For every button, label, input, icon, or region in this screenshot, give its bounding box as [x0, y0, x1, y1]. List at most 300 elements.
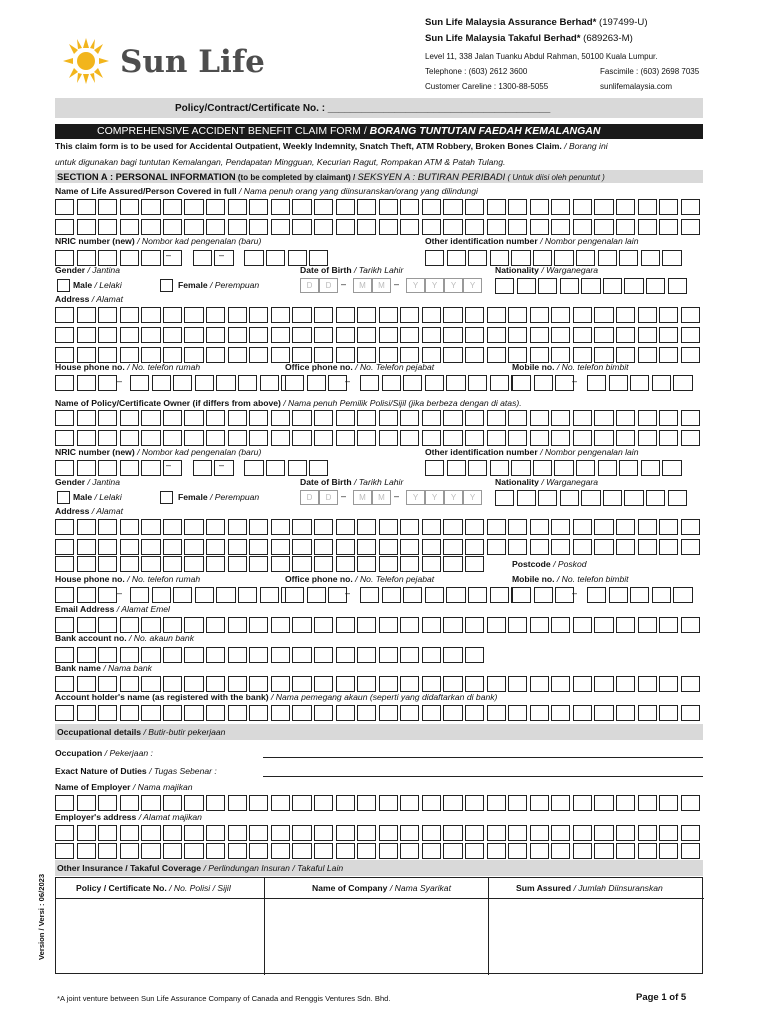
char-box[interactable]	[443, 539, 462, 555]
char-box[interactable]	[98, 347, 117, 363]
char-box[interactable]	[379, 199, 398, 215]
char-box[interactable]	[184, 430, 203, 446]
char-box[interactable]	[659, 539, 678, 555]
char-box[interactable]	[508, 617, 527, 633]
char-box[interactable]	[357, 307, 376, 323]
char-box[interactable]	[336, 430, 355, 446]
char-box[interactable]	[487, 307, 506, 323]
char-box[interactable]	[120, 825, 139, 841]
char-box[interactable]	[659, 843, 678, 859]
char-box[interactable]	[271, 539, 290, 555]
char-box[interactable]	[443, 430, 462, 446]
char-box[interactable]	[55, 825, 74, 841]
char-box[interactable]	[400, 199, 419, 215]
char-box[interactable]	[285, 587, 304, 603]
char-box[interactable]	[616, 410, 635, 426]
char-box[interactable]	[141, 199, 160, 215]
char-box[interactable]	[573, 705, 592, 721]
char-box[interactable]	[206, 705, 225, 721]
char-box[interactable]	[292, 307, 311, 323]
char-box[interactable]	[163, 410, 182, 426]
owner-female-checkbox[interactable]	[160, 491, 173, 504]
char-box[interactable]	[77, 519, 96, 535]
char-box[interactable]	[400, 219, 419, 235]
char-box[interactable]	[379, 519, 398, 535]
char-box[interactable]	[594, 676, 613, 692]
char-box[interactable]	[422, 795, 441, 811]
char-box[interactable]	[379, 825, 398, 841]
char-box[interactable]	[533, 460, 552, 476]
char-box[interactable]	[98, 617, 117, 633]
char-box[interactable]	[400, 617, 419, 633]
char-box[interactable]	[141, 825, 160, 841]
char-box[interactable]	[443, 199, 462, 215]
char-box[interactable]	[551, 705, 570, 721]
char-box[interactable]	[292, 843, 311, 859]
char-box[interactable]	[314, 795, 333, 811]
char-box[interactable]	[193, 460, 212, 476]
char-box[interactable]	[495, 278, 514, 294]
char-box[interactable]	[594, 617, 613, 633]
char-box[interactable]	[652, 587, 671, 603]
char-box[interactable]	[551, 519, 570, 535]
char-box[interactable]	[624, 278, 643, 294]
char-box[interactable]	[681, 825, 700, 841]
char-box[interactable]	[530, 539, 549, 555]
char-box[interactable]	[163, 647, 182, 663]
char-box[interactable]	[314, 327, 333, 343]
char-box[interactable]	[530, 617, 549, 633]
char-box[interactable]	[173, 587, 192, 603]
char-box[interactable]	[314, 410, 333, 426]
char-box[interactable]	[465, 347, 484, 363]
char-box[interactable]	[508, 519, 527, 535]
char-box[interactable]	[638, 795, 657, 811]
house-phone-boxes[interactable]	[55, 375, 303, 391]
char-box[interactable]	[573, 795, 592, 811]
char-box[interactable]	[141, 460, 160, 476]
owner-address-row-2[interactable]	[55, 539, 702, 555]
char-box[interactable]	[206, 539, 225, 555]
char-box[interactable]	[77, 705, 96, 721]
char-box[interactable]	[681, 705, 700, 721]
char-box[interactable]	[598, 250, 617, 266]
char-box[interactable]	[141, 705, 160, 721]
occupation-field[interactable]	[263, 757, 703, 758]
char-box[interactable]	[77, 795, 96, 811]
address-row-3[interactable]	[55, 347, 702, 363]
char-box[interactable]	[681, 843, 700, 859]
char-box[interactable]	[508, 705, 527, 721]
char-box[interactable]	[307, 375, 326, 391]
char-box[interactable]	[336, 307, 355, 323]
char-box[interactable]	[425, 250, 444, 266]
char-box[interactable]	[443, 705, 462, 721]
char-box[interactable]	[228, 676, 247, 692]
char-box[interactable]	[206, 219, 225, 235]
char-box[interactable]	[400, 347, 419, 363]
char-box[interactable]	[573, 843, 592, 859]
char-box[interactable]	[98, 375, 117, 391]
char-box[interactable]	[400, 705, 419, 721]
char-box[interactable]	[228, 617, 247, 633]
char-box[interactable]	[443, 676, 462, 692]
char-box[interactable]	[120, 676, 139, 692]
char-box[interactable]	[357, 410, 376, 426]
char-box[interactable]	[538, 278, 557, 294]
char-box[interactable]	[594, 307, 613, 323]
char-box[interactable]	[422, 556, 441, 572]
char-box[interactable]	[468, 460, 487, 476]
char-box[interactable]	[228, 410, 247, 426]
char-box[interactable]	[594, 825, 613, 841]
char-box[interactable]	[357, 795, 376, 811]
char-box[interactable]	[260, 375, 279, 391]
char-box[interactable]	[662, 460, 681, 476]
char-box[interactable]	[638, 617, 657, 633]
char-box[interactable]	[228, 199, 247, 215]
char-box[interactable]	[638, 307, 657, 323]
char-box[interactable]	[292, 410, 311, 426]
char-box[interactable]	[77, 825, 96, 841]
char-box[interactable]	[98, 519, 117, 535]
char-box[interactable]	[465, 647, 484, 663]
char-box[interactable]	[603, 490, 622, 506]
char-box[interactable]	[512, 587, 531, 603]
char-box[interactable]	[228, 347, 247, 363]
char-box[interactable]	[98, 199, 117, 215]
char-box[interactable]	[465, 617, 484, 633]
char-box[interactable]	[141, 327, 160, 343]
char-box[interactable]	[271, 347, 290, 363]
char-box[interactable]	[508, 825, 527, 841]
char-box[interactable]	[357, 519, 376, 535]
char-box[interactable]	[594, 347, 613, 363]
char-box[interactable]	[508, 219, 527, 235]
char-box[interactable]	[508, 347, 527, 363]
char-box[interactable]	[314, 843, 333, 859]
char-box[interactable]	[216, 587, 235, 603]
char-box[interactable]	[120, 219, 139, 235]
char-box[interactable]	[77, 327, 96, 343]
char-box[interactable]	[609, 375, 628, 391]
char-box[interactable]	[285, 375, 304, 391]
char-box[interactable]	[616, 327, 635, 343]
char-box[interactable]	[98, 825, 117, 841]
char-box[interactable]	[55, 375, 74, 391]
char-box[interactable]	[659, 199, 678, 215]
char-box[interactable]	[517, 490, 536, 506]
nationality-boxes[interactable]	[495, 278, 689, 294]
char-box[interactable]	[638, 347, 657, 363]
char-box[interactable]	[551, 430, 570, 446]
char-box[interactable]	[98, 327, 117, 343]
char-box[interactable]	[487, 705, 506, 721]
char-box[interactable]	[184, 676, 203, 692]
address-row-1[interactable]	[55, 307, 702, 323]
char-box[interactable]	[357, 843, 376, 859]
char-box[interactable]	[55, 250, 74, 266]
name-assured-row-2[interactable]	[55, 219, 702, 235]
char-box[interactable]	[443, 307, 462, 323]
char-box[interactable]	[271, 199, 290, 215]
char-box[interactable]	[228, 556, 247, 572]
char-box[interactable]	[292, 825, 311, 841]
char-box[interactable]	[379, 347, 398, 363]
char-box[interactable]	[594, 519, 613, 535]
char-box[interactable]	[292, 347, 311, 363]
char-box[interactable]	[422, 199, 441, 215]
char-box[interactable]	[465, 705, 484, 721]
char-box[interactable]	[530, 825, 549, 841]
char-box[interactable]	[244, 250, 263, 266]
char-box[interactable]	[206, 307, 225, 323]
char-box[interactable]	[487, 539, 506, 555]
char-box[interactable]	[422, 539, 441, 555]
female-checkbox[interactable]	[160, 279, 173, 292]
char-box[interactable]	[659, 327, 678, 343]
char-box[interactable]	[120, 327, 139, 343]
char-box[interactable]	[382, 587, 401, 603]
char-box[interactable]	[551, 676, 570, 692]
char-box[interactable]	[668, 490, 687, 506]
char-box[interactable]	[530, 705, 549, 721]
char-box[interactable]	[98, 647, 117, 663]
char-box[interactable]	[292, 556, 311, 572]
char-box[interactable]	[292, 795, 311, 811]
char-box[interactable]	[77, 676, 96, 692]
char-box[interactable]	[662, 250, 681, 266]
char-box[interactable]	[77, 375, 96, 391]
char-box[interactable]	[228, 795, 247, 811]
char-box[interactable]	[581, 278, 600, 294]
char-box[interactable]	[681, 410, 700, 426]
char-box[interactable]	[641, 460, 660, 476]
char-box[interactable]	[659, 705, 678, 721]
char-box[interactable]	[681, 795, 700, 811]
char-box[interactable]	[400, 327, 419, 343]
char-box[interactable]	[195, 587, 214, 603]
char-box[interactable]	[447, 250, 466, 266]
char-box[interactable]	[314, 347, 333, 363]
name-assured-row-1[interactable]	[55, 199, 702, 215]
char-box[interactable]	[357, 825, 376, 841]
char-box[interactable]	[681, 430, 700, 446]
char-box[interactable]	[425, 587, 444, 603]
char-box[interactable]	[184, 347, 203, 363]
char-box[interactable]	[309, 250, 328, 266]
char-box[interactable]	[400, 430, 419, 446]
char-box[interactable]	[616, 705, 635, 721]
char-box[interactable]	[554, 250, 573, 266]
char-box[interactable]	[490, 375, 509, 391]
char-box[interactable]	[619, 460, 638, 476]
char-box[interactable]	[314, 199, 333, 215]
char-box[interactable]	[206, 843, 225, 859]
char-box[interactable]	[184, 843, 203, 859]
char-box[interactable]	[271, 676, 290, 692]
char-box[interactable]	[214, 460, 233, 476]
char-box[interactable]	[206, 410, 225, 426]
char-box[interactable]	[336, 199, 355, 215]
char-box[interactable]	[487, 219, 506, 235]
char-box[interactable]	[55, 347, 74, 363]
char-box[interactable]	[594, 539, 613, 555]
char-box[interactable]	[357, 219, 376, 235]
char-box[interactable]	[141, 519, 160, 535]
char-box[interactable]	[594, 795, 613, 811]
char-box[interactable]	[120, 347, 139, 363]
char-box[interactable]	[228, 705, 247, 721]
char-box[interactable]	[594, 410, 613, 426]
char-box[interactable]	[120, 795, 139, 811]
char-box[interactable]	[681, 617, 700, 633]
char-box[interactable]	[465, 519, 484, 535]
char-box[interactable]	[379, 219, 398, 235]
char-box[interactable]	[587, 375, 606, 391]
char-box[interactable]	[616, 219, 635, 235]
char-box[interactable]	[206, 199, 225, 215]
char-box[interactable]	[55, 676, 74, 692]
char-box[interactable]	[443, 617, 462, 633]
char-box[interactable]	[616, 307, 635, 323]
char-box[interactable]	[292, 617, 311, 633]
owner-house-phone-boxes[interactable]	[55, 587, 303, 603]
char-box[interactable]	[616, 199, 635, 215]
char-box[interactable]	[130, 375, 149, 391]
char-box[interactable]	[98, 539, 117, 555]
char-box[interactable]	[206, 347, 225, 363]
char-box[interactable]	[573, 676, 592, 692]
char-box[interactable]	[249, 617, 268, 633]
char-box[interactable]	[163, 795, 182, 811]
char-box[interactable]	[77, 587, 96, 603]
char-box[interactable]	[594, 705, 613, 721]
char-box[interactable]	[487, 519, 506, 535]
char-box[interactable]	[422, 647, 441, 663]
char-box[interactable]	[530, 219, 549, 235]
char-box[interactable]	[530, 843, 549, 859]
char-box[interactable]	[487, 327, 506, 343]
char-box[interactable]	[659, 410, 678, 426]
char-box[interactable]	[357, 647, 376, 663]
char-box[interactable]	[638, 676, 657, 692]
char-box[interactable]	[336, 539, 355, 555]
char-box[interactable]	[55, 647, 74, 663]
char-box[interactable]	[228, 519, 247, 535]
char-box[interactable]	[98, 705, 117, 721]
char-box[interactable]	[379, 307, 398, 323]
char-box[interactable]	[292, 705, 311, 721]
dob-boxes[interactable]	[300, 278, 480, 294]
char-box[interactable]	[314, 430, 333, 446]
char-box[interactable]	[443, 519, 462, 535]
char-box[interactable]	[616, 539, 635, 555]
char-box[interactable]	[55, 307, 74, 323]
char-box[interactable]	[443, 843, 462, 859]
char-box[interactable]	[266, 460, 285, 476]
char-box[interactable]	[681, 219, 700, 235]
char-box[interactable]	[271, 705, 290, 721]
char-box[interactable]	[77, 539, 96, 555]
char-box[interactable]	[184, 647, 203, 663]
char-box[interactable]	[228, 327, 247, 343]
char-box[interactable]	[422, 327, 441, 343]
char-box[interactable]	[560, 490, 579, 506]
email-boxes[interactable]	[55, 617, 702, 633]
char-box[interactable]	[573, 519, 592, 535]
char-box[interactable]	[465, 825, 484, 841]
char-box[interactable]	[307, 587, 326, 603]
char-box[interactable]	[551, 617, 570, 633]
char-box[interactable]	[163, 825, 182, 841]
char-box[interactable]	[443, 219, 462, 235]
char-box[interactable]	[681, 676, 700, 692]
char-box[interactable]	[141, 843, 160, 859]
char-box[interactable]	[573, 347, 592, 363]
bank-name-boxes[interactable]	[55, 676, 702, 692]
char-box[interactable]	[400, 307, 419, 323]
char-box[interactable]	[379, 617, 398, 633]
char-box[interactable]	[616, 825, 635, 841]
char-box[interactable]	[594, 327, 613, 343]
char-box[interactable]	[271, 843, 290, 859]
char-box[interactable]	[266, 250, 285, 266]
char-box[interactable]	[357, 556, 376, 572]
char-box[interactable]	[249, 556, 268, 572]
char-box[interactable]	[271, 327, 290, 343]
char-box[interactable]	[638, 219, 657, 235]
char-box[interactable]	[314, 705, 333, 721]
char-box[interactable]	[120, 519, 139, 535]
char-box[interactable]	[288, 460, 307, 476]
char-box[interactable]	[530, 327, 549, 343]
char-box[interactable]	[487, 843, 506, 859]
char-box[interactable]	[422, 705, 441, 721]
char-box[interactable]	[534, 375, 553, 391]
char-box[interactable]	[616, 519, 635, 535]
char-box[interactable]	[624, 490, 643, 506]
char-box[interactable]	[422, 676, 441, 692]
char-box[interactable]	[443, 647, 462, 663]
char-box[interactable]	[336, 795, 355, 811]
char-box[interactable]	[249, 327, 268, 343]
owner-row-1[interactable]	[55, 410, 702, 426]
char-box[interactable]	[681, 307, 700, 323]
char-box[interactable]	[206, 647, 225, 663]
char-box[interactable]	[357, 199, 376, 215]
char-box[interactable]	[659, 307, 678, 323]
char-box[interactable]	[659, 825, 678, 841]
char-box[interactable]	[379, 410, 398, 426]
char-box[interactable]	[659, 676, 678, 692]
char-box[interactable]	[638, 199, 657, 215]
char-box[interactable]	[422, 617, 441, 633]
char-box[interactable]	[646, 490, 665, 506]
char-box[interactable]	[152, 587, 171, 603]
char-box[interactable]	[530, 307, 549, 323]
char-box[interactable]	[206, 430, 225, 446]
char-box[interactable]	[554, 460, 573, 476]
char-box[interactable]	[184, 519, 203, 535]
char-box[interactable]	[357, 539, 376, 555]
char-box[interactable]	[271, 430, 290, 446]
owner-address-row-3[interactable]	[55, 556, 487, 572]
char-box[interactable]	[659, 347, 678, 363]
char-box[interactable]	[422, 219, 441, 235]
char-box[interactable]	[487, 199, 506, 215]
char-box[interactable]	[193, 250, 212, 266]
